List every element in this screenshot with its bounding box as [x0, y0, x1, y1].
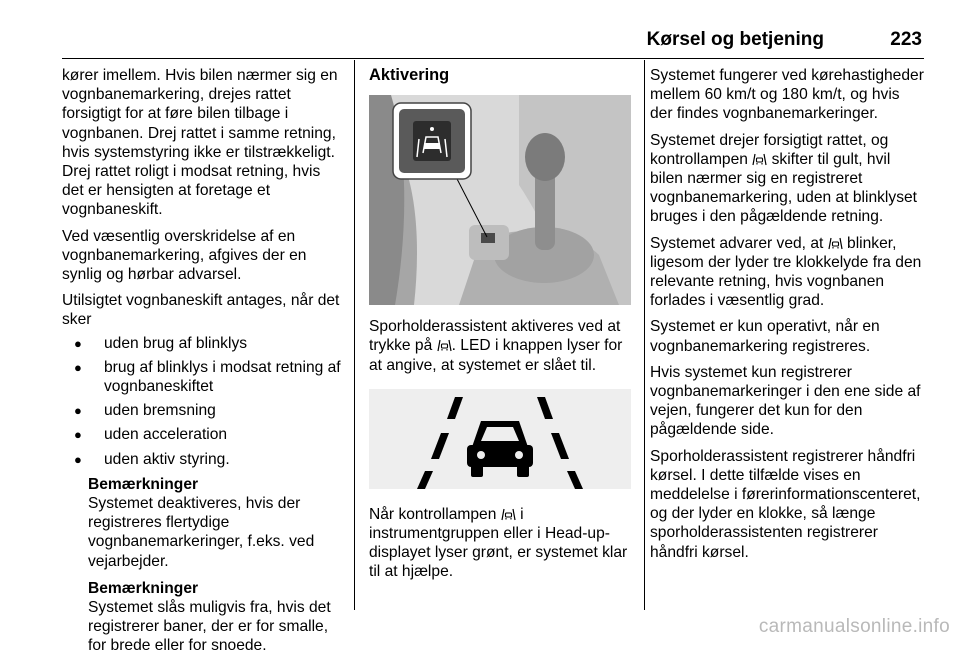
page-header [0, 24, 960, 56]
text-run: i instrumentgruppen eller i Head-up-displayet lyser grønt, er systemet klar til at hjælpe. [369, 505, 628, 581]
column-divider-2 [644, 60, 645, 610]
indicator-illustration [369, 389, 631, 489]
note-box [88, 475, 346, 656]
paragraph [650, 234, 926, 311]
column-middle [369, 66, 633, 589]
column-left [62, 66, 346, 664]
text-run: Når kontrollampen [369, 505, 501, 523]
paragraph: Systemet er kun operativt, når en vognbanemarkering registreres. [650, 318, 880, 355]
paragraph: Utilsigtet vognbaneskift antages, når det sker [62, 292, 340, 329]
paragraph [650, 131, 926, 227]
console-photo [369, 95, 631, 305]
chapter-title: Kørsel og betjening [646, 29, 824, 50]
paragraph [369, 317, 633, 375]
lane-keep-assist-icon [752, 153, 767, 165]
note-text: Systemet slås muligvis fra, hvis det registrerer baner, der er for smalle, for brede eller for snoede. [88, 599, 331, 655]
note-heading: Bemærkninger [88, 475, 199, 493]
column-divider-1 [354, 60, 355, 610]
paragraph: Ved væsentlig overskridelse af en vognbanemarkering, afgives der en synlig og hørbar advarsel. [62, 227, 307, 284]
lane-keep-assist-icon [501, 508, 516, 520]
list-item: ● brug af blinklys i modsat retning af vognbaneskiftet [74, 358, 346, 396]
list-item: ● uden brug af blinklys [74, 334, 346, 353]
page-number: 223 [890, 29, 922, 50]
lane-keep-assist-icon [437, 339, 452, 351]
text-run: Systemet advarer ved, at [650, 234, 828, 252]
watermark: carmanualsonline.info [758, 616, 950, 637]
lane-departure-indicator-icon [369, 389, 631, 489]
text-run: . LED i knappen lyser for at angive, at systemet er slået til. [369, 337, 623, 374]
list-item: ● uden aktiv styring. [74, 450, 346, 469]
console-illustration [369, 95, 631, 305]
list-item: ● uden bremsning [74, 401, 346, 420]
paragraph: kører imellem. Hvis bilen nærmer sig en vognbanemarkering, drejes rattet forsigtigt for at føre bilen tilbage i vognbanen. Drej rattet i samme retning, hvis systemstyring ikke er tilstrækkeligt. Drej rattet roligt i modsat retning, hvis det er hensigten at foretage et vognbaneskift. [62, 67, 338, 219]
text-run: skifter til gult, hvil bilen nærmer sig en registreret vognbanemarkering, uden at blinklyset bruges i den pågældende retning. [650, 150, 917, 226]
column-right [650, 66, 926, 569]
note-text: Systemet deaktiveres, hvis der registreres flertydige vognbanemarkeringer, f.eks. ved vejarbejder. [88, 495, 315, 570]
paragraph [369, 505, 633, 582]
bullet-list [62, 334, 346, 469]
note-heading: Bemærkninger [88, 579, 199, 597]
paragraph: Hvis systemet kun registrerer vognbanemarkeringer i den ene side af vejen, fungerer det kun for den pågældende side. [650, 363, 921, 439]
header-rule [62, 58, 924, 59]
text-run: Systemet drejer forsigtigt rattet, og kontrollampen [650, 131, 889, 168]
list-item: ● uden acceleration [74, 425, 346, 444]
text-run: blinker, ligesom der lyder tre klokkelyde fra den relevante retning, hvis vognbanen forlades i væsentlig grad. [650, 234, 922, 310]
section-heading: Aktivering [369, 66, 450, 84]
lane-keep-assist-icon [828, 237, 843, 249]
text-run: Sporholderassistent aktiveres ved at trykke på [369, 318, 621, 355]
paragraph: Systemet fungerer ved kørehastigheder mellem 60 km/t og 180 km/t, og hvis der findes vognbanemarkeringer. [650, 67, 924, 123]
paragraph: Sporholderassistent registrerer håndfri kørsel. I dette tilfælde vises en meddelelse i førerinformationscenteret, og der lyder en klokke, så længe sporholderassistenten registrerer håndfri kørsel. [650, 447, 921, 561]
